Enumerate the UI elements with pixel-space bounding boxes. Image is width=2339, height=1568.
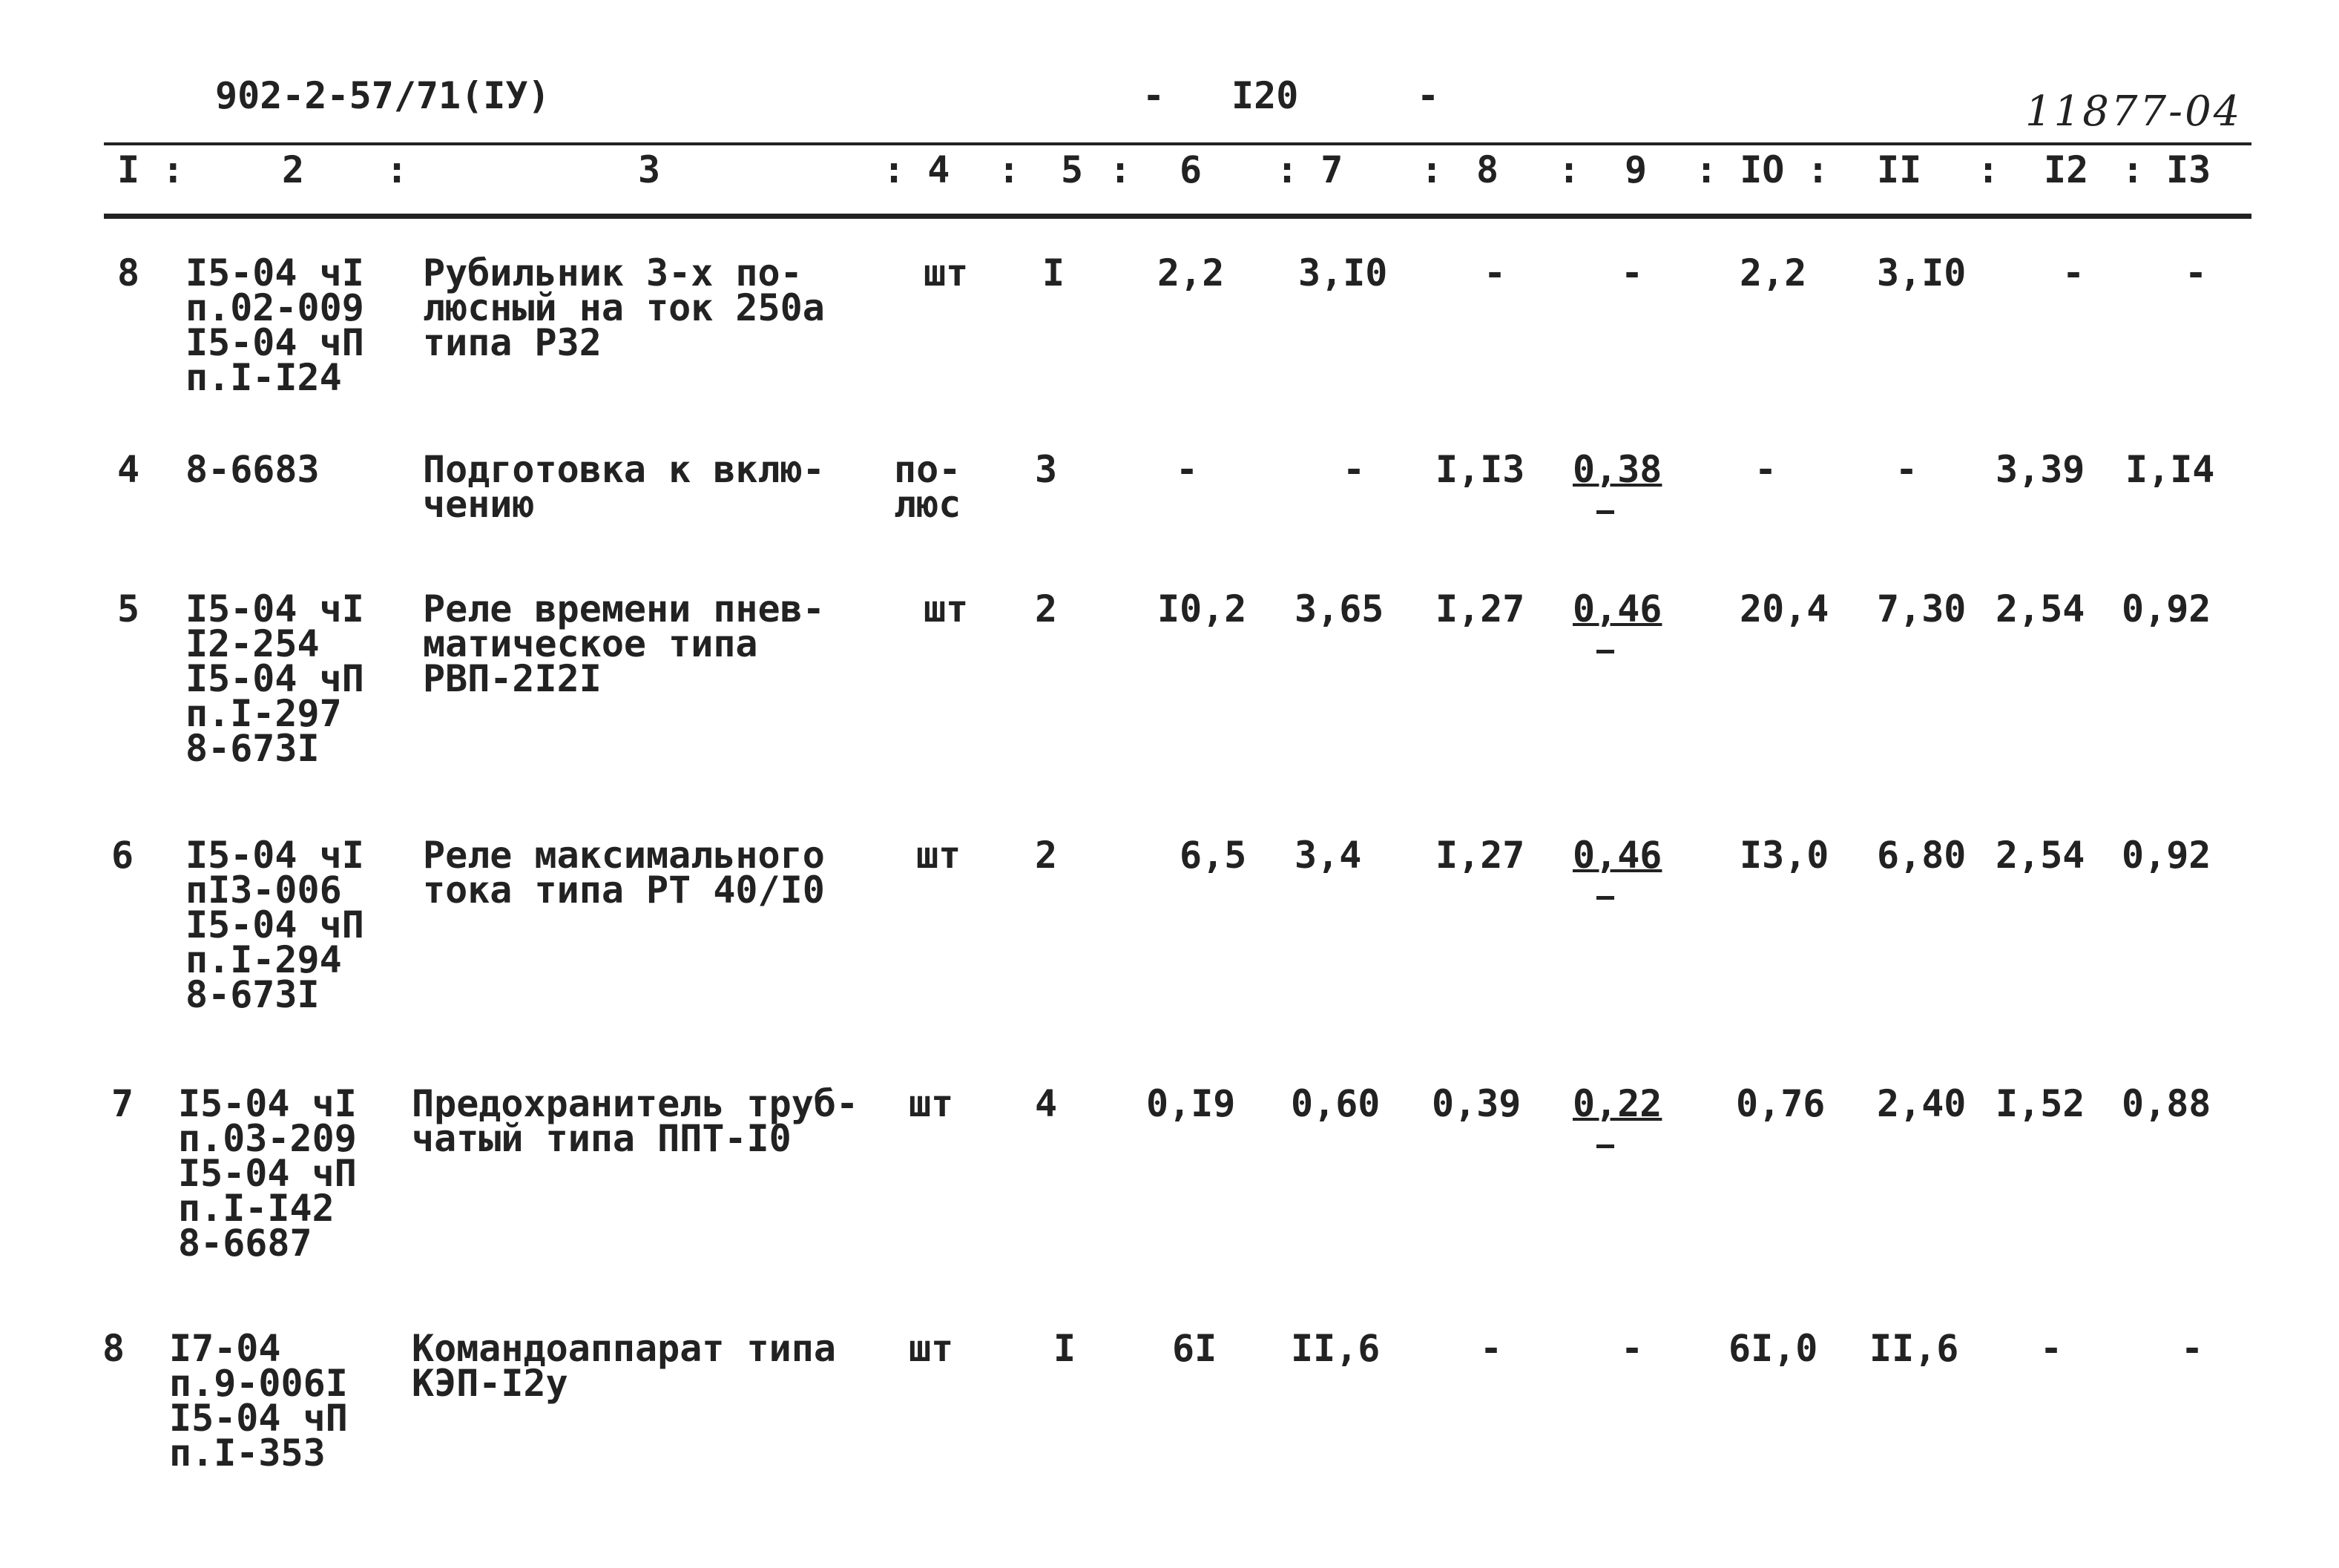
col-12-value: 2,54	[1996, 834, 2085, 877]
col-8-number: 8	[1476, 148, 1499, 191]
col-12-value: 3,39	[1996, 448, 2085, 491]
unit: шт	[909, 1327, 954, 1370]
col-9-value: -	[1621, 251, 1644, 294]
handwritten-code: 11877-04	[2025, 88, 2243, 136]
col-7-number: : 7	[1276, 148, 1343, 191]
col-13-value: -	[2185, 251, 2208, 294]
unit: шт	[924, 251, 969, 294]
col-4-number: : 4	[883, 148, 950, 191]
quantity: I	[1042, 251, 1065, 294]
col-13-value: 0,92	[2122, 587, 2211, 630]
document-code: 902-2-57/71(IУ)	[215, 74, 550, 117]
unit: шт	[916, 834, 961, 877]
col-11-value: -	[1895, 448, 1918, 491]
row-number: 8	[102, 1327, 125, 1370]
col-10-value: 20,4	[1740, 587, 1829, 630]
reference-code: I5-04 чI п.02-009 I5-04 чП п.I-I24	[185, 251, 364, 399]
col-10-value: 0,76	[1736, 1082, 1826, 1125]
table-top-rule	[104, 142, 2251, 145]
col-6-value: 2,2	[1157, 251, 1225, 294]
unit: по- люс	[894, 448, 961, 526]
col-11-value: 6,80	[1877, 834, 1967, 877]
table-header-rule	[104, 214, 2251, 219]
item-description: Подготовка к вклю- чению	[423, 448, 825, 526]
unit: шт	[924, 587, 969, 630]
item-description: Реле времени пнев- матическое типа РВП-2I2I	[423, 587, 825, 700]
col-11-value: 7,30	[1877, 587, 1967, 630]
col-7-value: 3,I0	[1298, 251, 1388, 294]
item-description: Предохранитель труб- чатый типа ППТ-I0	[412, 1082, 859, 1160]
col-9-value: 0,46	[1573, 834, 1662, 877]
col-8-value: I,27	[1435, 834, 1525, 877]
row-number: 5	[117, 587, 140, 630]
col-10-value: 6I,0	[1728, 1327, 1818, 1370]
unit: шт	[909, 1082, 954, 1125]
item-description: Реле максимального тока типа РТ 40/I0	[423, 834, 825, 912]
quantity: 2	[1035, 834, 1058, 877]
underline-mark	[1596, 896, 1614, 900]
col-7-value: 3,65	[1294, 587, 1384, 630]
col-11-number: II	[1877, 148, 1922, 191]
reference-code: I5-04 чI п.03-209 I5-04 чП п.I-I42 8-6687	[178, 1082, 357, 1265]
col-9-value: -	[1621, 1327, 1644, 1370]
reference-code: I5-04 чI I2-254 I5-04 чП п.I-297 8-673I	[185, 587, 364, 770]
col-7-value: -	[1343, 448, 1366, 491]
col-9-value: 0,22	[1573, 1082, 1662, 1125]
col-10-value: I3,0	[1740, 834, 1829, 877]
col-sep: :	[1977, 148, 2000, 191]
col-7-value: 0,60	[1291, 1082, 1381, 1125]
col-8-value: 0,39	[1432, 1082, 1521, 1125]
col-9-value: 0,46	[1573, 587, 1662, 630]
col-6-value: -	[1176, 448, 1199, 491]
col-6-value: 6I	[1172, 1327, 1217, 1370]
page-dash-left: -	[1142, 74, 1165, 117]
col-7-value: 3,4	[1294, 834, 1362, 877]
underline-mark	[1596, 510, 1614, 514]
col-5-number: 5	[1061, 148, 1084, 191]
quantity: 3	[1035, 448, 1058, 491]
row-number: 8	[117, 251, 140, 294]
col-9-number: 9	[1625, 148, 1648, 191]
col-12-value: -	[2062, 251, 2085, 294]
row-number: 7	[111, 1082, 134, 1125]
col-sep: :	[2122, 148, 2145, 191]
col-8-value: -	[1480, 1327, 1503, 1370]
page-dash-right: -	[1417, 74, 1440, 117]
row-number: 6	[111, 834, 134, 877]
col-10-value: 2,2	[1740, 251, 1807, 294]
underline-mark	[1596, 650, 1614, 653]
col-12-value: -	[2040, 1327, 2063, 1370]
reference-code: 8-6683	[185, 448, 320, 491]
col-1-number: I :	[117, 148, 185, 191]
page-number: I20	[1231, 74, 1299, 117]
col-8-value: -	[1484, 251, 1507, 294]
col-3-number: 3	[638, 148, 661, 191]
col-8-value: I,27	[1435, 587, 1525, 630]
col-sep: :	[998, 148, 1021, 191]
row-number: 4	[117, 448, 140, 491]
quantity: 4	[1035, 1082, 1058, 1125]
col-sep: :	[1421, 148, 1444, 191]
col-sep: :	[386, 148, 409, 191]
col-13-value: 0,88	[2122, 1082, 2211, 1125]
col-11-value: 3,I0	[1877, 251, 1967, 294]
col-6-number: 6	[1180, 148, 1203, 191]
col-7-value: II,6	[1291, 1327, 1381, 1370]
col-13-number: I3	[2166, 148, 2211, 191]
item-description: Рубильник 3-х по- люсный на ток 250а типа Р32	[423, 251, 825, 364]
col-12-value: I,52	[1996, 1082, 2085, 1125]
col-10-number: : IO :	[1695, 148, 1829, 191]
col-11-value: 2,40	[1877, 1082, 1967, 1125]
item-description: Командоаппарат типа КЭП-I2у	[412, 1327, 836, 1405]
col-sep: :	[1109, 148, 1132, 191]
col-8-value: I,I3	[1435, 448, 1525, 491]
col-6-value: 6,5	[1180, 834, 1247, 877]
col-12-value: 2,54	[1996, 587, 2085, 630]
reference-code: I5-04 чI пI3-006 I5-04 чП п.I-294 8-673I	[185, 834, 364, 1016]
col-6-value: 0,I9	[1146, 1082, 1236, 1125]
col-sep: :	[1558, 148, 1581, 191]
col-10-value: -	[1754, 448, 1777, 491]
col-6-value: I0,2	[1157, 587, 1247, 630]
reference-code: I7-04 п.9-006I I5-04 чП п.I-353	[169, 1327, 348, 1475]
col-13-value: 0,92	[2122, 834, 2211, 877]
quantity: I	[1053, 1327, 1076, 1370]
col-12-number: I2	[2044, 148, 2089, 191]
col-9-value: 0,38	[1573, 448, 1662, 491]
col-13-value: I,I4	[2125, 448, 2215, 491]
underline-mark	[1596, 1144, 1614, 1148]
quantity: 2	[1035, 587, 1058, 630]
col-13-value: -	[2181, 1327, 2204, 1370]
col-2-number: 2	[282, 148, 305, 191]
col-11-value: II,6	[1869, 1327, 1959, 1370]
